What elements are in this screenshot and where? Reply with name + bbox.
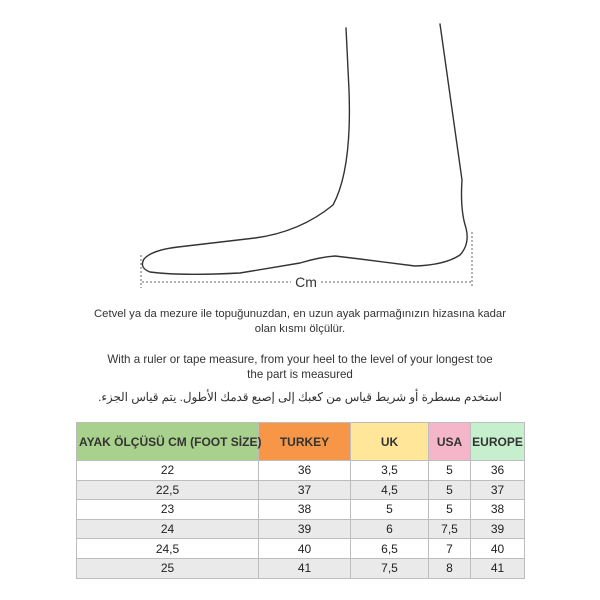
cell-turkey: 40 bbox=[259, 539, 351, 559]
cell-foot-size: 23 bbox=[77, 500, 259, 520]
arabic-instructions: استخدم مسطرة أو شريط قياس من كعبك إلى إصبع قدمك الأطول. يتم قياس الجزء. bbox=[98, 390, 502, 404]
cm-label: Cm bbox=[295, 274, 317, 290]
cell-usa: 8 bbox=[429, 558, 471, 578]
header-europe: EUROPE bbox=[471, 423, 525, 461]
turkish-line-1: Cetvel ya da mezure ile topuğunuzdan, en uzun ayak parmağınızın hizasına kadar bbox=[94, 308, 506, 320]
size-table-header-row bbox=[77, 423, 525, 461]
table-row bbox=[77, 539, 525, 559]
turkish-line-2: olan kısmı ölçülür. bbox=[254, 323, 346, 335]
header-uk: UK bbox=[351, 423, 429, 461]
cell-foot-size: 24,5 bbox=[77, 539, 259, 559]
cell-europe: 39 bbox=[471, 519, 525, 539]
cell-europe: 41 bbox=[471, 558, 525, 578]
cell-turkey: 37 bbox=[259, 480, 351, 500]
cell-foot-size: 22 bbox=[77, 461, 259, 481]
cell-turkey: 41 bbox=[259, 558, 351, 578]
table-row bbox=[77, 461, 525, 481]
cell-europe: 40 bbox=[471, 539, 525, 559]
cell-europe: 37 bbox=[471, 480, 525, 500]
cell-turkey: 36 bbox=[259, 461, 351, 481]
cell-uk: 3,5 bbox=[351, 461, 429, 481]
table-row bbox=[77, 519, 525, 539]
english-line-1: With a ruler or tape measure, from your heel to the level of your longest toe bbox=[107, 353, 493, 366]
header-usa: USA bbox=[429, 423, 471, 461]
english-line-2: the part is measured bbox=[247, 368, 353, 381]
cell-foot-size: 22,5 bbox=[77, 480, 259, 500]
cell-usa: 5 bbox=[429, 500, 471, 520]
english-instructions bbox=[0, 352, 600, 382]
cell-turkey: 38 bbox=[259, 500, 351, 520]
header-foot-size: AYAK ÖLÇÜSÜ CM (FOOT SİZE) bbox=[77, 423, 259, 461]
cell-europe: 36 bbox=[471, 461, 525, 481]
cell-usa: 5 bbox=[429, 480, 471, 500]
cell-turkey: 39 bbox=[259, 519, 351, 539]
cell-foot-size: 25 bbox=[77, 558, 259, 578]
cell-uk: 5 bbox=[351, 500, 429, 520]
table-row bbox=[77, 480, 525, 500]
foot-outline bbox=[142, 24, 467, 274]
table-row bbox=[77, 500, 525, 520]
cell-uk: 4,5 bbox=[351, 480, 429, 500]
cell-usa: 7,5 bbox=[429, 519, 471, 539]
header-turkey: TURKEY bbox=[259, 423, 351, 461]
cell-uk: 7,5 bbox=[351, 558, 429, 578]
size-chart-table bbox=[76, 422, 525, 579]
table-row bbox=[77, 558, 525, 578]
turkish-instructions bbox=[0, 307, 600, 337]
cell-usa: 7 bbox=[429, 539, 471, 559]
cell-uk: 6 bbox=[351, 519, 429, 539]
cell-europe: 38 bbox=[471, 500, 525, 520]
cell-usa: 5 bbox=[429, 461, 471, 481]
cell-foot-size: 24 bbox=[77, 519, 259, 539]
cell-uk: 6,5 bbox=[351, 539, 429, 559]
